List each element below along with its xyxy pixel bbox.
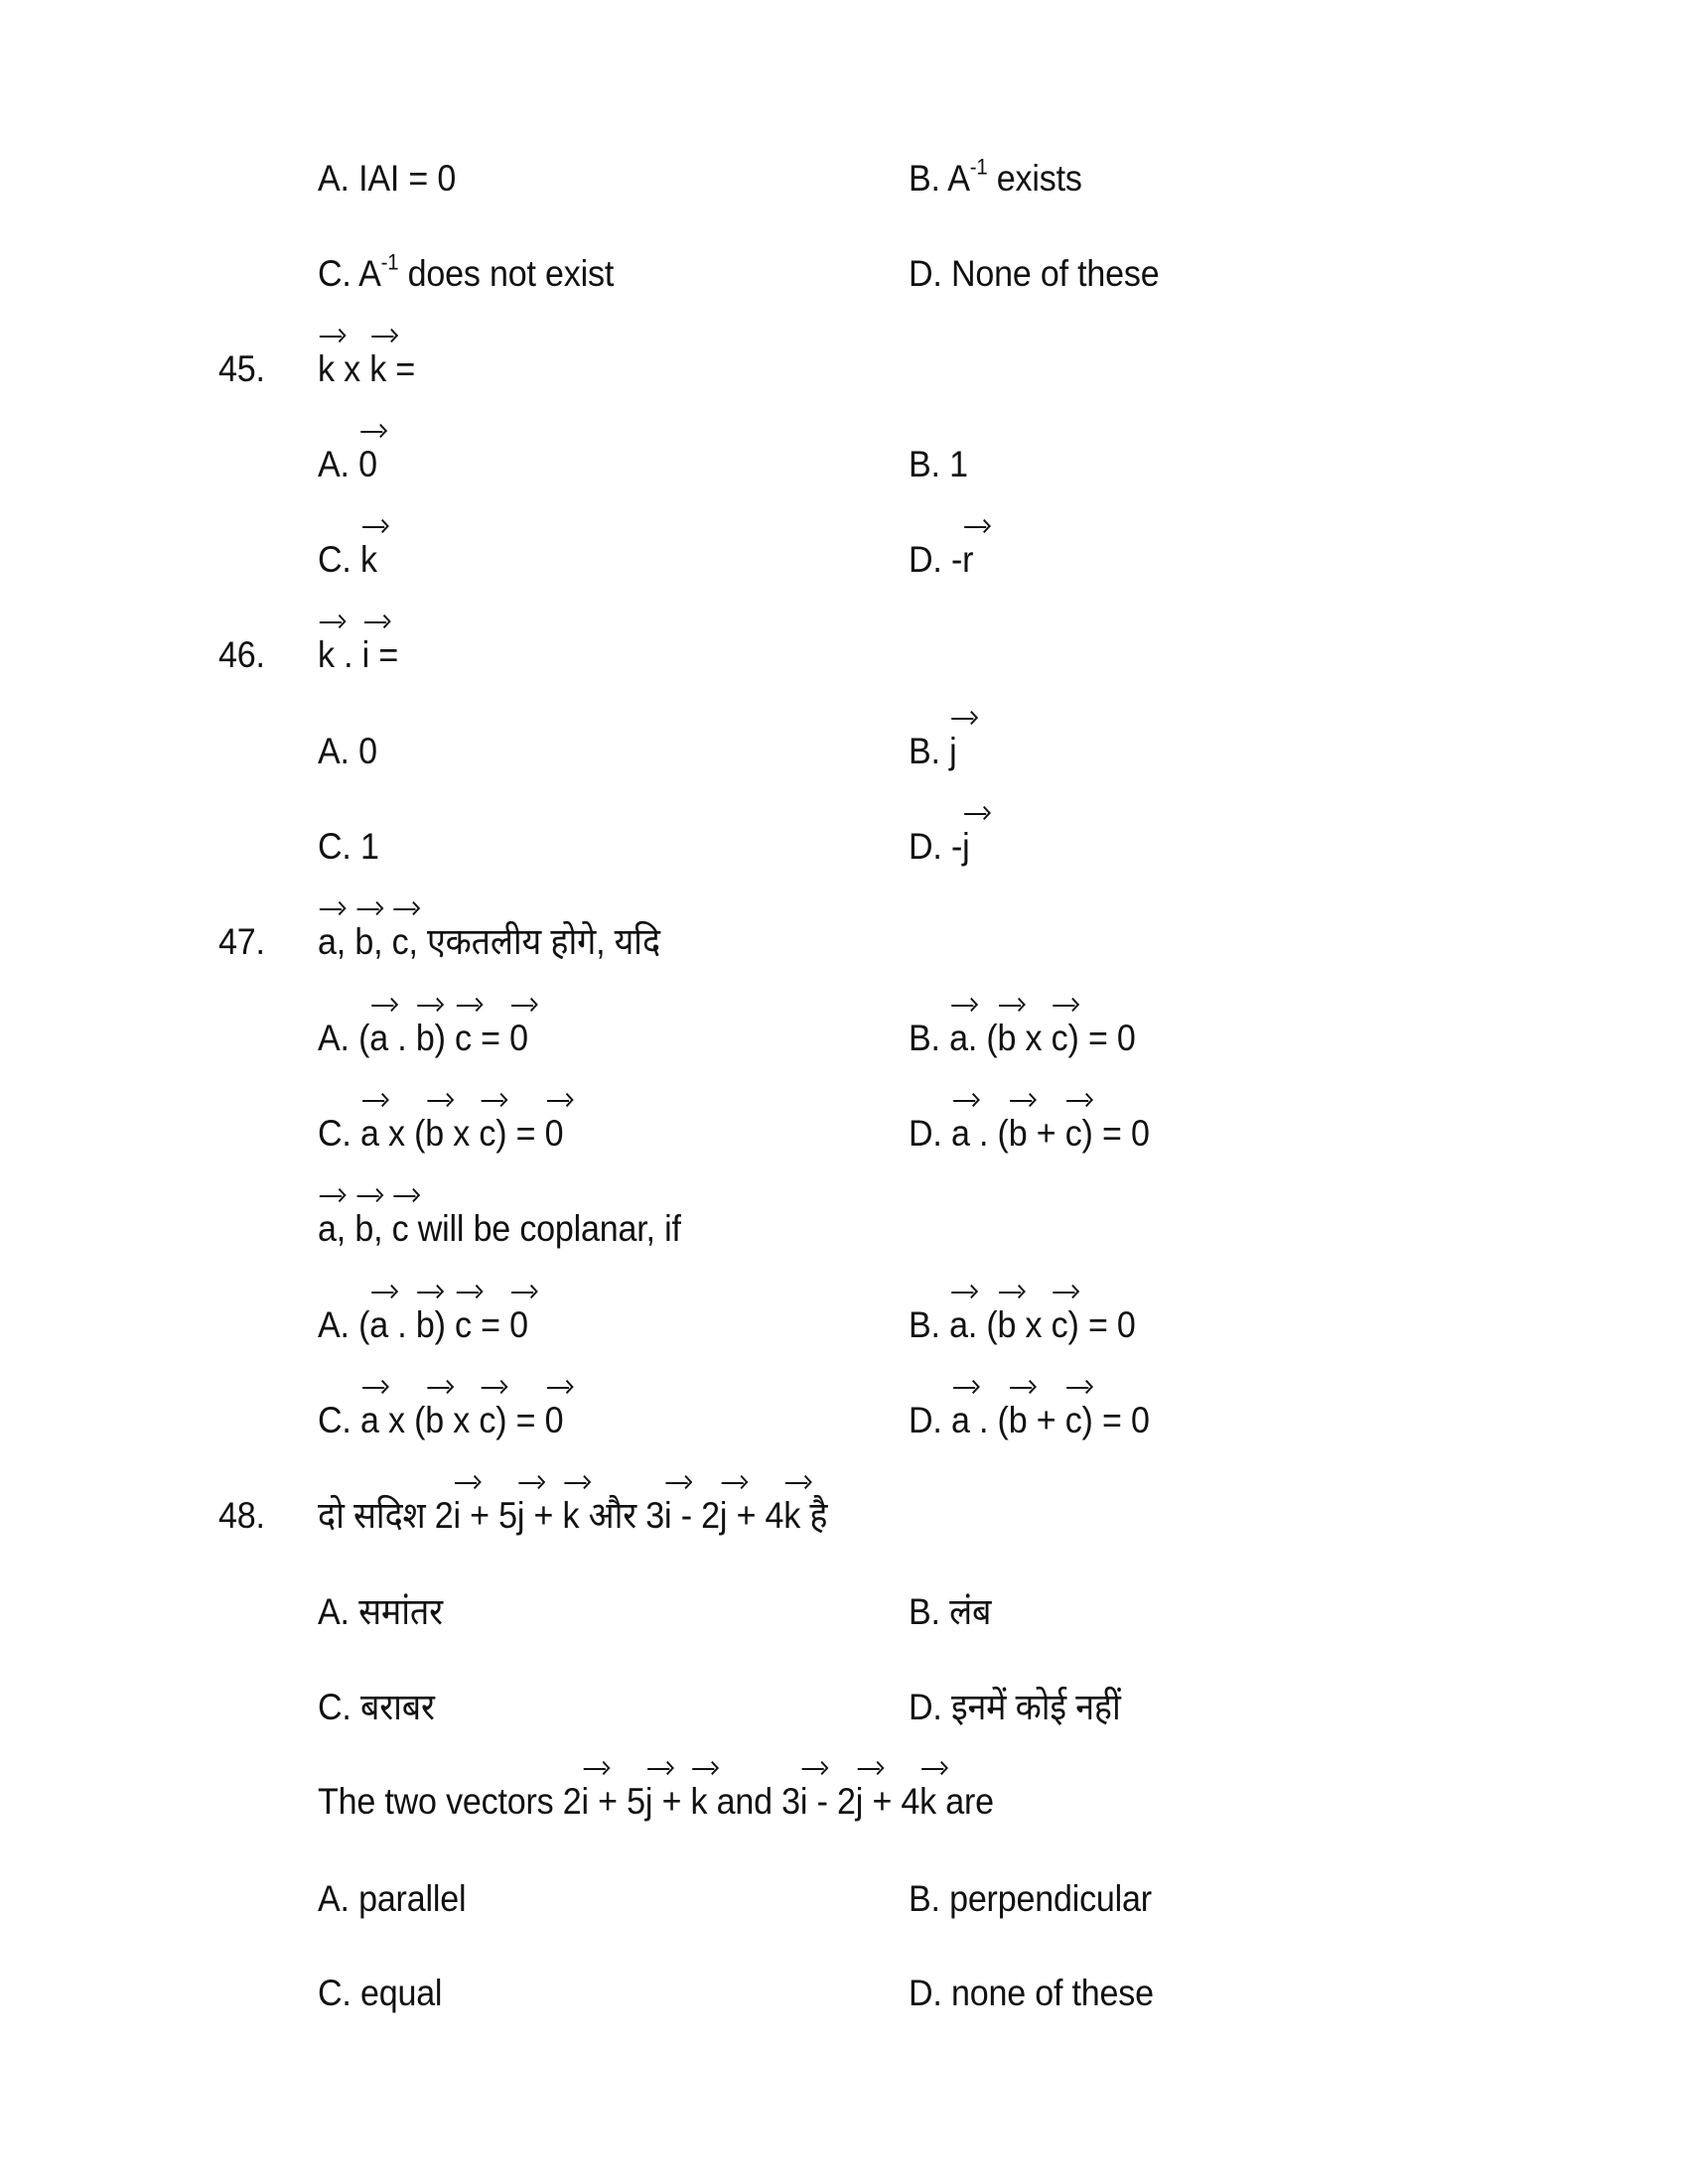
q46-option-d: D. -j	[909, 826, 970, 867]
vector-arrow-symbol: a	[949, 1304, 968, 1345]
vector-arrow-symbol: i	[361, 634, 370, 675]
vector-arrow-symbol: c	[479, 1113, 496, 1154]
vector-arrow-symbol: k	[318, 348, 335, 389]
vector-arrow-symbol: 0	[509, 1018, 528, 1058]
vector-arrow-symbol: j	[516, 1495, 525, 1536]
q47-english-option-b: B. a. (b x c) = 0	[909, 1304, 1136, 1345]
vector-arrow-symbol: b	[425, 1113, 445, 1154]
q48-hindi-option-d: D. इनमें कोई नहीं	[909, 1687, 1121, 1727]
q47-hindi-option-a: A. (a . b) c = 0	[318, 1018, 528, 1058]
q45-option-d: D. -r	[909, 539, 974, 580]
vector-arrow-symbol: c	[1064, 1113, 1082, 1154]
vector-arrow-symbol: b	[1008, 1113, 1028, 1154]
vector-arrow-symbol: c	[1064, 1400, 1082, 1440]
vector-arrow-symbol: j	[719, 1495, 728, 1536]
q48-hindi-option-a: A. समांतर	[318, 1591, 443, 1632]
question-number-47: 47.	[218, 921, 265, 962]
vector-arrow-symbol: a	[369, 1304, 388, 1345]
vector-arrow-symbol: b	[997, 1018, 1017, 1058]
question-number-46: 46.	[218, 634, 265, 675]
question-48-stem-hindi: दो सदिश 2i + 5j + k और 3i - 2j + 4k है	[318, 1495, 828, 1536]
vector-arrow-symbol: c	[455, 1018, 472, 1058]
q44-option-d: D. None of these	[909, 253, 1160, 294]
question-number-48: 48.	[218, 1495, 265, 1536]
vector-arrow-symbol: j	[644, 1781, 653, 1822]
q47-hindi-option-d: D. a . (b + c) = 0	[909, 1113, 1150, 1154]
vector-arrow-symbol: 0	[544, 1400, 564, 1440]
vector-arrow-symbol: b	[354, 921, 374, 962]
vector-arrow-symbol: r	[962, 539, 974, 580]
q48-english-option-d: D. none of these	[909, 1973, 1154, 2013]
q44-option-b: B. $A^{-1}$ exists	[909, 154, 1082, 199]
vector-arrow-symbol: k	[919, 1781, 937, 1822]
q45-option-c: C. k	[318, 539, 377, 580]
q48-english-option-c: C. equal	[318, 1973, 443, 2013]
vector-arrow-symbol: j	[949, 731, 957, 771]
vector-arrow-symbol: c	[479, 1400, 496, 1440]
question-number-45: 45.	[218, 348, 265, 389]
vector-arrow-symbol: b	[415, 1304, 435, 1345]
vector-arrow-symbol: j	[855, 1781, 864, 1822]
vector-arrow-symbol: b	[425, 1400, 445, 1440]
vector-arrow-symbol: c	[391, 921, 409, 962]
q44-option-a: A. IAI = 0	[318, 158, 457, 199]
q46-option-a: A. 0	[318, 731, 377, 771]
vector-arrow-symbol: j	[962, 826, 970, 867]
question-48-stem-english: The two vectors 2i + 5j + k and 3i - 2j + 4k are	[318, 1781, 994, 1822]
vector-arrow-symbol: k	[783, 1495, 801, 1536]
vector-arrow-symbol: k	[369, 348, 387, 389]
vector-arrow-symbol: i	[799, 1781, 808, 1822]
vector-arrow-symbol: k	[690, 1781, 708, 1822]
vector-arrow-symbol: 0	[509, 1304, 528, 1345]
vector-arrow-symbol: b	[1008, 1400, 1028, 1440]
vector-arrow-symbol: i	[581, 1781, 589, 1822]
vector-arrow-symbol: b	[997, 1304, 1017, 1345]
vector-arrow-symbol: a	[359, 1400, 379, 1440]
q48-hindi-option-b: B. लंब	[909, 1591, 992, 1632]
q48-english-option-b: B. perpendicular	[909, 1878, 1152, 1919]
vector-arrow-symbol: c	[1051, 1304, 1068, 1345]
question-45-stem: k x k =	[318, 348, 416, 389]
q47-hindi-option-b: B. a. (b x c) = 0	[909, 1018, 1136, 1058]
vector-arrow-symbol: k	[562, 1495, 580, 1536]
vector-arrow-symbol: a	[950, 1113, 970, 1154]
q48-hindi-option-c: C. बराबर	[318, 1687, 435, 1727]
q47-english-option-a: A. (a . b) c = 0	[318, 1304, 528, 1345]
vector-arrow-symbol: b	[354, 1208, 374, 1249]
vector-arrow-symbol: a	[318, 921, 337, 962]
question-46-stem: k . i =	[318, 634, 399, 675]
vector-arrow-symbol: b	[415, 1018, 435, 1058]
q46-option-c: C. 1	[318, 826, 379, 867]
q47-hindi-option-c: C. a x (b x c) = 0	[318, 1113, 564, 1154]
q47-english-option-d: D. a . (b + c) = 0	[909, 1400, 1150, 1440]
vector-arrow-symbol: i	[664, 1495, 672, 1536]
vector-arrow-symbol: a	[950, 1400, 970, 1440]
vector-arrow-symbol: a	[318, 1208, 337, 1249]
vector-arrow-symbol: a	[359, 1113, 379, 1154]
vector-arrow-symbol: k	[359, 539, 377, 580]
q45-option-b: B. 1	[909, 444, 968, 484]
vector-arrow-symbol: a	[369, 1018, 388, 1058]
q48-english-option-a: A. parallel	[318, 1878, 467, 1919]
q46-option-b: B. j	[909, 731, 957, 771]
q44-option-c: C. $A^{-1}$ does not exist	[318, 249, 615, 294]
vector-arrow-symbol: i	[453, 1495, 461, 1536]
vector-arrow-symbol: a	[949, 1018, 968, 1058]
vector-arrow-symbol: 0	[544, 1113, 564, 1154]
vector-arrow-symbol: 0	[358, 444, 377, 484]
vector-arrow-symbol: c	[1051, 1018, 1068, 1058]
q47-english-option-c: C. a x (b x c) = 0	[318, 1400, 564, 1440]
vector-arrow-symbol: k	[318, 634, 335, 675]
vector-arrow-symbol: c	[455, 1304, 472, 1345]
q45-option-a: A. 0	[318, 444, 377, 484]
question-47-stem-hindi: a, b, c, एकतलीय होगे, यदि	[318, 921, 660, 962]
vector-arrow-symbol: c	[391, 1208, 409, 1249]
question-47-stem-english: a, b, c will be coplanar, if	[318, 1208, 681, 1249]
